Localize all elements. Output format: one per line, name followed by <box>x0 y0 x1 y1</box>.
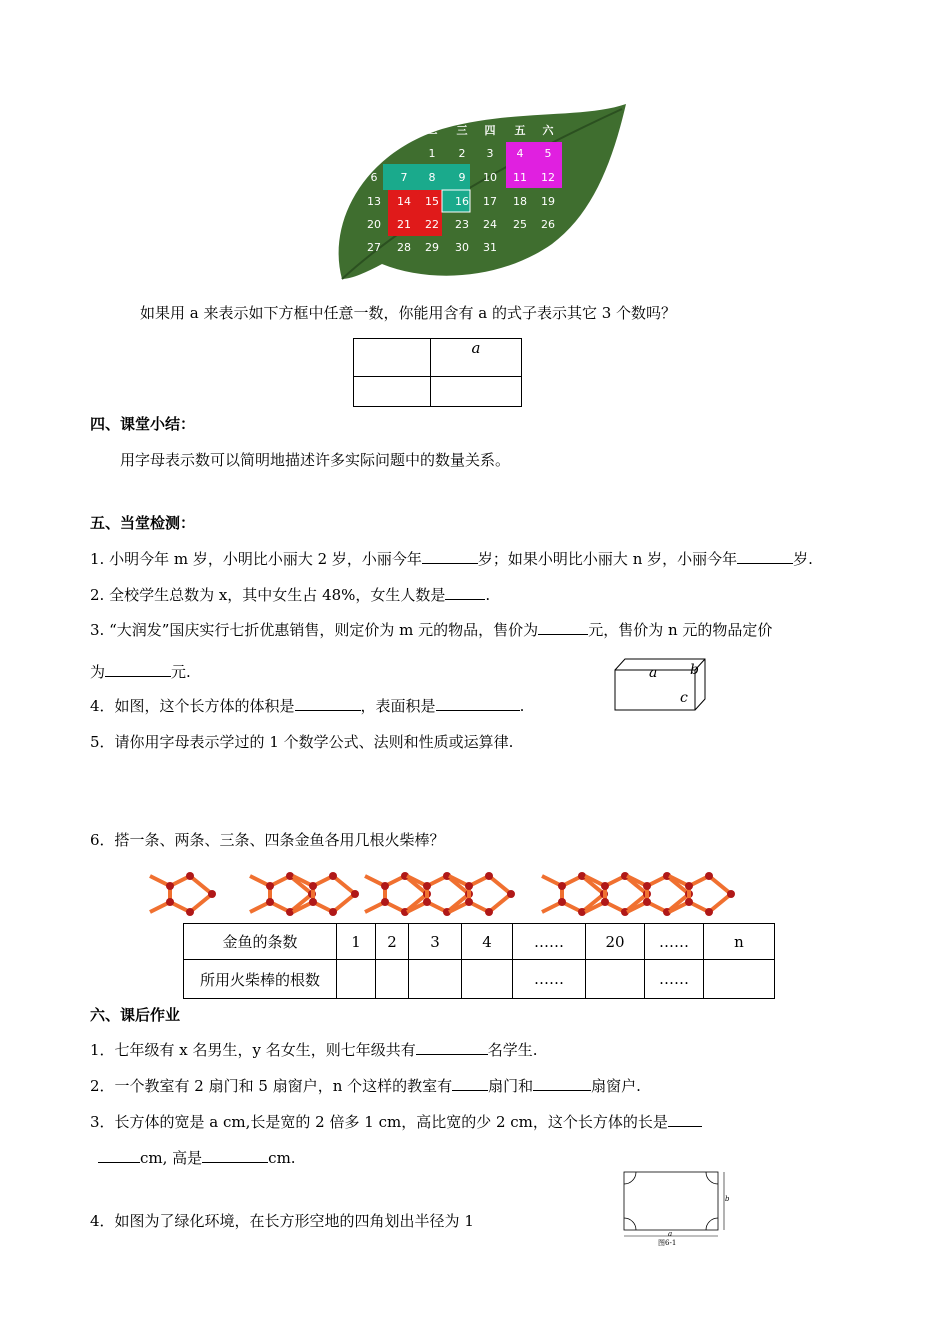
s5-question-1 <box>90 549 813 569</box>
match-head <box>286 872 294 880</box>
answer-blank[interactable] <box>436 696 520 711</box>
match-head <box>166 898 174 906</box>
text: 扇窗户. <box>591 1077 641 1095</box>
question-intro: 如果用 a 来表示如下方框中任意一数，你能用含有 a 的式子表示其它 3 个数吗？ <box>140 304 677 322</box>
label-c: c <box>680 690 688 706</box>
matchstick <box>190 876 212 894</box>
text: cm. <box>268 1149 296 1167</box>
matchstick-fish-icon <box>145 868 745 920</box>
table-cell <box>586 960 645 999</box>
match-head <box>423 898 431 906</box>
table-cell: n <box>704 924 775 960</box>
match-head <box>643 898 651 906</box>
text: 3．长方体的宽是 a cm,长是宽的 2 倍多 1 cm，高比宽的少 2 cm，这个长方体的长是 <box>90 1113 668 1131</box>
table-cell: 金鱼的条数 <box>184 924 337 960</box>
text: ，表面积是 <box>360 697 436 715</box>
s6-question-1 <box>90 1040 538 1060</box>
match-head <box>601 898 609 906</box>
cuboid-figure <box>612 656 707 714</box>
table-cell: 1 <box>337 924 376 960</box>
calendar-day: 26 <box>541 218 555 231</box>
table-cell <box>337 960 376 999</box>
match-head <box>705 908 713 916</box>
answer-blank[interactable] <box>452 1076 488 1091</box>
calendar-day: 4 <box>516 147 524 160</box>
match-head <box>208 890 216 898</box>
label-a: a <box>649 665 658 681</box>
s6-question-3 <box>90 1112 702 1132</box>
matchstick <box>333 876 355 894</box>
match-head <box>381 882 389 890</box>
matchstick <box>489 894 511 912</box>
rectangle-quarter-circles-icon <box>618 1170 730 1248</box>
match-head <box>578 908 586 916</box>
table-cell: …… <box>513 924 586 960</box>
match-head <box>601 882 609 890</box>
match-head <box>643 882 651 890</box>
table-row <box>184 960 775 999</box>
text: 2. 全校学生总数为 x，其中女生占 48%，女生人数是 <box>90 586 446 604</box>
s5-question-3b <box>90 662 191 682</box>
answer-blank[interactable] <box>533 1076 591 1091</box>
grid-cell-a: a <box>431 339 522 377</box>
match-head <box>727 890 735 898</box>
table-cell: 4 <box>462 924 513 960</box>
s5-question-5: 5．请你用字母表示学过的 1 个数学公式、法则和性质或运算律. <box>90 733 514 751</box>
matchstick <box>489 876 511 894</box>
table-row <box>184 924 775 960</box>
calendar-weekday: 五 <box>514 124 526 137</box>
calendar-day: 25 <box>513 218 527 231</box>
matchstick <box>190 894 212 912</box>
table-cell: 3 <box>409 924 462 960</box>
small-grid-table <box>353 338 522 407</box>
calendar-day: 10 <box>483 171 497 184</box>
matchstick <box>709 876 731 894</box>
s6-question-4: 4．如图为了绿化环境，在长方形空地的四角划出半径为 1 <box>90 1212 474 1230</box>
match-head <box>507 890 515 898</box>
text: 元. <box>171 663 191 681</box>
calendar-day: 20 <box>367 218 381 231</box>
calendar-day: 12 <box>541 171 555 184</box>
match-head <box>266 882 274 890</box>
text: cm, 高是 <box>140 1149 203 1167</box>
match-head <box>423 882 431 890</box>
calendar-day: 29 <box>425 241 439 254</box>
match-head <box>578 872 586 880</box>
answer-blank[interactable] <box>668 1112 702 1127</box>
matchstick <box>333 894 355 912</box>
match-head <box>329 908 337 916</box>
s5-question-2 <box>90 585 490 605</box>
table-cell: 所用火柴棒的根数 <box>184 960 337 999</box>
calendar-day: 3 <box>486 147 494 160</box>
s6-question-2 <box>90 1076 641 1096</box>
matchstick-fish-figure <box>145 868 745 920</box>
match-head <box>351 890 359 898</box>
s6-question-3b <box>98 1148 296 1168</box>
match-head <box>286 908 294 916</box>
answer-blank[interactable] <box>737 549 793 564</box>
calendar-day: 23 <box>455 218 469 231</box>
s5-question-6: 6．搭一条、两条、三条、四条金鱼各用几根火柴棒？ <box>90 831 445 849</box>
answer-blank[interactable] <box>422 549 478 564</box>
table-cell: …… <box>513 960 586 999</box>
calendar-day: 1 <box>428 147 436 160</box>
calendar-weekday: 三 <box>456 124 468 137</box>
fish-table <box>183 923 775 999</box>
section4-title: 四、课堂小结： <box>90 415 196 433</box>
text: 名学生. <box>487 1041 538 1059</box>
matchstick <box>709 894 731 912</box>
calendar-weekday: 一 <box>398 124 410 137</box>
calendar-day: 15 <box>425 195 439 208</box>
table-cell: 2 <box>376 924 409 960</box>
text: 3. “大润发”国庆实行七折优惠销售，则定价为 m 元的物品，售价为 <box>90 621 539 639</box>
calendar-day: 6 <box>370 171 378 184</box>
section5-title: 五、当堂检测： <box>90 514 196 532</box>
text: 2．一个教室有 2 扇门和 5 扇窗户，n 个这样的教室有 <box>90 1077 453 1095</box>
fig-caption: 图6-1 <box>658 1239 677 1247</box>
text: 4．如图，这个长方体的体积是 <box>90 697 295 715</box>
fig-label-a: a <box>668 1230 673 1238</box>
match-head <box>166 882 174 890</box>
calendar-day: 16 <box>455 195 469 208</box>
s5-question-3 <box>90 620 772 640</box>
calendar-day: 30 <box>455 241 469 254</box>
text: 扇门和 <box>488 1077 534 1095</box>
table-cell <box>409 960 462 999</box>
calendar-day: 13 <box>367 195 381 208</box>
match-head <box>329 872 337 880</box>
calendar-day: 8 <box>428 171 436 184</box>
calendar-day: 18 <box>513 195 527 208</box>
match-head <box>309 898 317 906</box>
rectangle-land-figure <box>618 1170 730 1248</box>
calendar-day: 9 <box>458 171 466 184</box>
text: 1．七年级有 x 名男生，y 名女生，则七年级共有 <box>90 1041 416 1059</box>
calendar-day: 2 <box>458 147 466 160</box>
match-head <box>266 898 274 906</box>
table-cell <box>462 960 513 999</box>
section4-body: 用字母表示数可以简明地描述许多实际问题中的数量关系。 <box>120 451 511 469</box>
calendar-day: 31 <box>483 241 497 254</box>
calendar-day: 27 <box>367 241 381 254</box>
calendar-day: 21 <box>397 218 411 231</box>
match-head <box>186 872 194 880</box>
answer-blank[interactable] <box>202 1148 268 1163</box>
answer-blank[interactable] <box>416 1040 488 1055</box>
match-head <box>558 898 566 906</box>
answer-blank[interactable] <box>105 662 171 677</box>
table-cell <box>704 960 775 999</box>
match-head <box>705 872 713 880</box>
match-head <box>685 882 693 890</box>
answer-blank[interactable] <box>295 696 361 711</box>
calendar-weekday: 二 <box>426 124 438 137</box>
grid-cell <box>354 377 431 407</box>
calendar-day: 7 <box>400 171 408 184</box>
match-head <box>465 882 473 890</box>
fig-label-b: b <box>725 1195 730 1203</box>
text: . <box>485 586 491 604</box>
match-head <box>485 908 493 916</box>
match-head <box>685 898 693 906</box>
leaf-calendar-image <box>322 104 628 288</box>
text: 1. 小明今年 m 岁，小明比小丽大 2 岁，小丽今年 <box>90 550 422 568</box>
calendar-day: 11 <box>513 171 527 184</box>
text: 元，售价为 n 元的物品定价 <box>588 621 773 639</box>
calendar-day: 5 <box>544 147 552 160</box>
match-head <box>309 882 317 890</box>
calendar-weekday: 六 <box>542 124 554 137</box>
text: 岁. <box>793 550 813 568</box>
calendar-day: 28 <box>397 241 411 254</box>
calendar-weekday: 日 <box>368 124 380 137</box>
grid-cell <box>354 339 431 377</box>
table-cell <box>376 960 409 999</box>
calendar-day: 24 <box>483 218 497 231</box>
calendar-day: 19 <box>541 195 555 208</box>
match-head <box>186 908 194 916</box>
answer-blank[interactable] <box>445 585 485 600</box>
match-head <box>485 872 493 880</box>
calendar-day: 14 <box>397 195 411 208</box>
match-head <box>558 882 566 890</box>
answer-blank[interactable] <box>538 620 588 635</box>
calendar-day: 22 <box>425 218 439 231</box>
grid-cell <box>431 377 522 407</box>
section6-title: 六、课后作业 <box>90 1006 181 1024</box>
answer-blank[interactable] <box>98 1148 140 1163</box>
match-head <box>465 898 473 906</box>
table-cell: 20 <box>586 924 645 960</box>
s5-question-4 <box>90 696 524 716</box>
table-cell: …… <box>645 924 704 960</box>
match-head <box>381 898 389 906</box>
table-cell: …… <box>645 960 704 999</box>
label-b: b <box>690 662 699 678</box>
calendar-weekday: 四 <box>484 124 496 137</box>
text: 为 <box>90 663 106 681</box>
text: 岁；如果小明比小丽大 n 岁，小丽今年 <box>477 550 738 568</box>
text: . <box>519 697 525 715</box>
calendar-day: 17 <box>483 195 497 208</box>
